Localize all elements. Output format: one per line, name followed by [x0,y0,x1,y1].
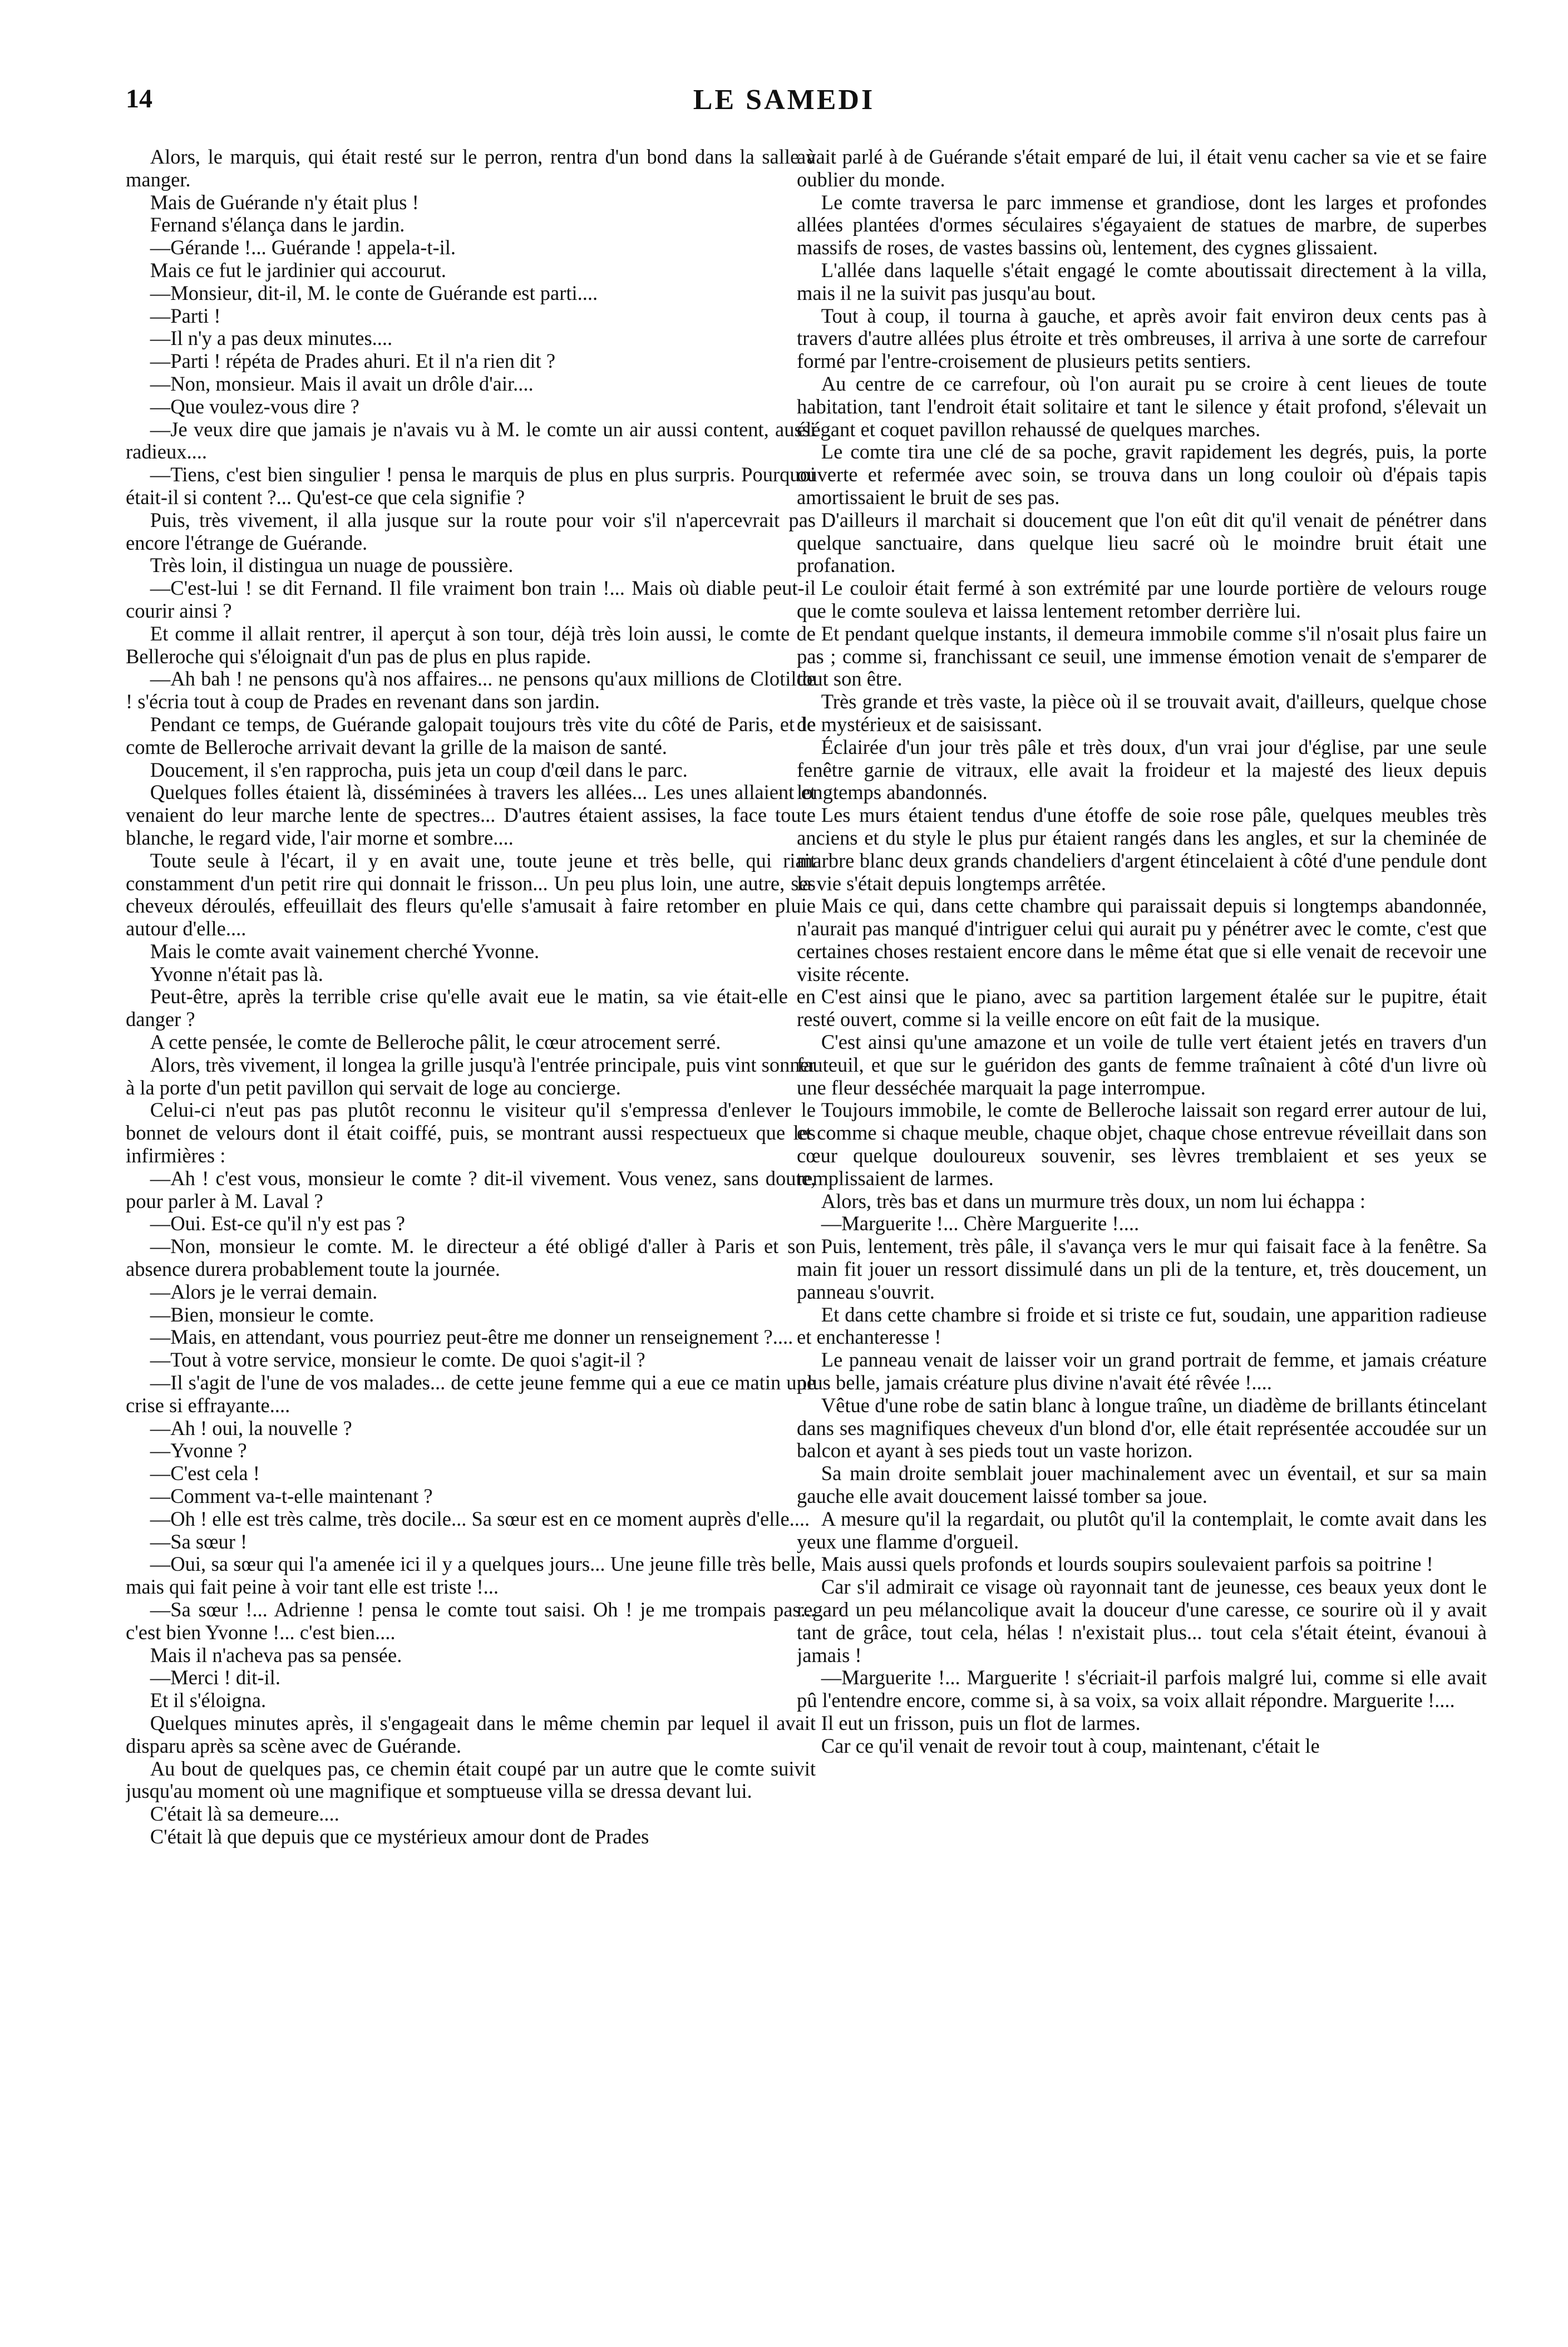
paragraph: Tout à coup, il tourna à gauche, et après avoir fait environ deux cents pas à travers d'autre allées plus étroite et très ombreuses, il arriva à une sorte de carrefour formé par l'entre-croisement de plusieurs petits sentiers. [797,304,1487,373]
paragraph: —C'est cela ! [150,1462,260,1485]
paragraph: —Mais, en attendant, vous pourriez peut-être me donner un renseignement ?.... [150,1325,793,1349]
paragraph: Et pendant quelque instants, il demeura immobile comme s'il n'osait plus faire un pas ; comme si, franchissant ce seuil, une immense émotion venait de s'emparer de tout son être. [797,622,1487,691]
paragraph: Pendant ce temps, de Guérande galopait toujours très vite du côté de Paris, et le comte de Belleroche arrivait devant la grille de la maison de santé. [126,712,816,758]
page-number: 14 [126,84,152,114]
paragraph: C'est ainsi qu'une amazone et un voile de tulle vert étaient jetés en travers d'un fauteuil, et que sur le guéridon des gants de femme traînaient à côté d'un livre où une fleur desséchée marquait la page interrompue. [797,1030,1487,1099]
paragraph: —Marguerite !... Chère Marguerite !.... [821,1212,1140,1235]
paragraph: —Marguerite !... Marguerite ! s'écriait-il parfois malgré lui, comme si elle avait pû l'entendre encore, comme si, à sa voix, sa voix allait répondre. Marguerite !.... [797,1666,1487,1712]
paragraph: —Parti ! répéta de Prades ahuri. Et il n'a rien dit ? [150,349,556,373]
paragraph: Le couloir était fermé à son extrémité par une lourde portière de velours rouge que le comte souleva et laissa lentement retomber derrière lui. [797,576,1487,622]
right-column [797,146,1487,2316]
paragraph: Très loin, il distingua un nuage de poussière. [150,554,514,577]
page-header [126,83,1442,128]
paragraph: —Ah ! oui, la nouvelle ? [150,1416,352,1439]
paragraph: Mais ce fut le jardinier qui accourut. [150,258,446,282]
paragraph: Et comme il allait rentrer, il aperçut à son tour, déjà très loin aussi, le comte de Belleroche qui s'éloignait d'un pas de plus en plus rapide. [126,622,816,668]
paragraph: Alors, le marquis, qui était resté sur le perron, rentra d'un bond dans la salle à manger. [126,146,816,191]
paragraph: Mais il n'acheva pas sa pensée. [150,1643,402,1666]
paragraph: —Gérande !... Guérande ! appela-t-il. [150,236,456,259]
paragraph: —Oh ! elle est très calme, très docile... Sa sœur est en ce moment auprès d'elle.... [150,1507,810,1530]
paragraph: Doucement, il s'en rapprocha, puis jeta un coup d'œil dans le parc. [150,758,688,781]
paragraph: —Oui, sa sœur qui l'a amenée ici il y a quelques jours... Une jeune fille très belle, mais qui fait peine à voir tant elle est triste !... [126,1552,816,1599]
paragraph: —Tout à votre service, monsieur le comte. De quoi s'agit-il ? [150,1348,645,1372]
paragraph: Éclairée d'un jour très pâle et très doux, d'un vrai jour d'église, par une seule fenêtre garnie de vitraux, elle avait la froideur et la majesté des lieux depuis longtemps abandonnés. [797,735,1487,804]
paragraph: Puis, très vivement, il alla jusque sur la route pour voir s'il n'apercevrait pas encore l'étrange de Guérande. [126,508,816,554]
paragraph: —Oui. Est-ce qu'il n'y est pas ? [150,1212,405,1235]
paragraph: Toujours immobile, le comte de Belleroche laissait son regard errer autour de lui, et comme si chaque meuble, chaque objet, chaque chose entrevue réveillait dans son cœur quelque douloureux souvenir, ses lèvres tremblaient et ses yeux se remplissaient de larmes. [797,1098,1487,1190]
paragraph: —Que voulez-vous dire ? [150,395,359,418]
left-column [126,146,816,2316]
paragraph: A mesure qu'il la regardait, ou plutôt qu'il la contemplait, le comte avait dans les yeux une flamme d'orgueil. [797,1507,1487,1553]
paragraph: Celui-ci n'eut pas pas plutôt reconnu le visiteur qu'il s'empressa d'enlever le bonnet de velours dont il était coiffé, puis, se montrant aussi respectueux que les infirmières : [126,1098,816,1167]
paragraph: —Sa sœur ! [150,1530,248,1553]
paragraph: A cette pensée, le comte de Belleroche pâlit, le cœur atrocement serré. [150,1030,721,1054]
paragraph: —Je veux dire que jamais je n'avais vu à M. le comte un air aussi content, aussi radieux.... [126,417,816,464]
paragraph: —Tiens, c'est bien singulier ! pensa le marquis de plus en plus surpris. Pourquoi était-il si content ?... Qu'est-ce que cela signifie ? [126,463,816,509]
paragraph: Fernand s'élança dans le jardin. [150,213,405,236]
paragraph: Peut-être, après la terrible crise qu'elle avait eue le matin, sa vie était-elle en danger ? [126,985,816,1031]
paragraph: Yvonne n'était pas là. [150,962,323,985]
paragraph: Mais de Guérande n'y était plus ! [150,190,419,214]
paragraph: avait parlé à de Guérande s'était emparé de lui, il était venu cacher sa vie et se faire oublier du monde. [797,146,1487,191]
paragraph: Puis, lentement, très pâle, il s'avança vers le mur qui faisait face à la fenêtre. Sa main fit jouer un ressort dissimulé dans un pli de la tenture, et, très doucement, un panneau s'ouvrit. [797,1235,1487,1303]
paragraph: —Non, monsieur. Mais il avait un drôle d'air.... [150,372,534,395]
paragraph: Au centre de ce carrefour, où l'on aurait pu se croire à cent lieues de toute habitation, tant l'endroit était solitaire et tant le silence y était profond, s'élevait un élégant et coquet pavillon rehaussé de quelques marches. [797,372,1487,441]
paragraph: Et il s'éloigna. [150,1689,267,1712]
paragraph: —C'est-lui ! se dit Fernand. Il file vraiment bon train !... Mais où diable peut-il courir ainsi ? [126,576,816,622]
paragraph: Mais le comte avait vainement cherché Yvonne. [150,939,540,963]
paragraph: Car ce qu'il venait de revoir tout à coup, maintenant, c'était le [821,1734,1320,1757]
paragraph: —Ah ! c'est vous, monsieur le comte ? dit-il vivement. Vous venez, sans doute, pour parler à M. Laval ? [126,1166,816,1212]
paragraph: Le panneau venait de laisser voir un grand portrait de femme, et jamais créature plus belle, jamais créature plus divine n'avait été rêvée !.... [797,1348,1487,1394]
paragraph: —Parti ! [150,304,221,327]
paragraph: Et dans cette chambre si froide et si triste ce fut, soudain, une apparition radieuse et enchanteresse ! [797,1303,1487,1349]
paragraph: —Ah bah ! ne pensons qu'à nos affaires... ne pensons qu'aux millions de Clotilde ! s'écria tout à coup de Prades en revenant dans son jardin. [126,667,816,713]
paragraph: Car s'il admirait ce visage où rayonnait tant de jeunesse, ces beaux yeux dont le regard un peu mélancolique avait la douceur d'une caresse, ce sourire où il y avait tant de grâce, tout cela, hélas ! n'existait plus... tout cela s'était éteint, évanoui à jamais ! [797,1575,1487,1666]
paragraph: —Non, monsieur le comte. M. le directeur a été obligé d'aller à Paris et son absence durera probablement toute la journée. [126,1235,816,1281]
paragraph: Alors, très vivement, il longea la grille jusqu'à l'entrée principale, puis vint sonner à la porte d'un petit pavillon qui servait de loge au concierge. [126,1053,816,1099]
paragraph: —Comment va-t-elle maintenant ? [150,1485,433,1508]
paragraph: Très grande et très vaste, la pièce où il se trouvait avait, d'ailleurs, quelque chose de mystérieux et de saisissant. [797,690,1487,736]
paragraph: Les murs étaient tendus d'une étoffe de soie rose pâle, quelques meubles très anciens et du style le plus pur étaient rangés dans les angles, et sur la cheminée de marbre blanc deux grands chandeliers d'argent étincelaient à côté d'une pendule dont la vie s'était depuis longtemps arrêtée. [797,803,1487,895]
paragraph: —Yvonne ? [150,1439,247,1462]
paragraph: D'ailleurs il marchait si doucement que l'on eût dit qu'il venait de pénétrer dans quelque sanctuaire, dans quelque lieu sacré où le moindre bruit était une profanation. [797,508,1487,577]
paragraph: —Il n'y a pas deux minutes.... [150,327,393,350]
paragraph: L'allée dans laquelle s'était engagé le comte aboutissait directement à la villa, mais il ne la suivit pas jusqu'au bout. [797,258,1487,304]
paragraph: Le comte traversa le parc immense et grandiose, dont les larges et profondes allées plantées d'ormes séculaires s'égayaient de statues de marbre, de superbes massifs de roses, de vastes bassins où, lentement, des cygnes glissaient. [797,190,1487,259]
paragraph: Toute seule à l'écart, il y en avait une, toute jeune et très belle, qui riait constamment d'un petit rire qui donnait le frisson... Un peu plus loin, une autre, ses cheveux déroulés, effeuillait des fleurs qu'elle s'amusait à faire retomber en pluie autour d'elle.... [126,849,816,940]
paragraph: C'était là que depuis que ce mystérieux amour dont de Prades [150,1825,649,1848]
paragraph: —Alors je le verrai demain. [150,1280,378,1303]
paragraph: Quelques minutes après, il s'engageait dans le même chemin par lequel il avait disparu après sa scène avec de Guérande. [126,1711,816,1757]
paragraph: Au bout de quelques pas, ce chemin était coupé par un autre que le comte suivit jusqu'au moment où une magnifique et somptueuse villa se dressa devant lui. [126,1757,816,1803]
paragraph: Il eut un frisson, puis un flot de larmes. [821,1711,1141,1734]
paragraph: Quelques folles étaient là, disséminées à travers les allées... Les unes allaient et venaient do leur marche lente de spectres... D'autres étaient assises, la face toute blanche, le regard vide, l'air morne et sombre.... [126,781,816,849]
paragraph: C'était là sa demeure.... [150,1802,339,1826]
paragraph: Vêtue d'une robe de satin blanc à longue traîne, un diadème de brillants étincelant dans ses magnifiques cheveux d'un blond d'or, elle était représentée accoudée sur un balcon et ayant à ses pieds tout un vaste horizon. [797,1393,1487,1462]
paragraph: Le comte tira une clé de sa poche, gravit rapidement les degrés, puis, la porte ouverte et refermée avec soin, se trouva dans un long couloir où d'épais tapis amortissaient le bruit de ses pas. [797,440,1487,509]
paragraph: —Il s'agit de l'une de vos malades... de cette jeune femme qui a eue ce matin une crise si effrayante.... [126,1371,816,1417]
paragraph: —Bien, monsieur le comte. [150,1303,374,1326]
paragraph: Sa main droite semblait jouer machinalement avec un éventail, et sur sa main gauche elle avait doucement laissé tomber sa joue. [797,1462,1487,1508]
paragraph: Mais aussi quels profonds et lourds soupirs soulevaient parfois sa poitrine ! [821,1552,1433,1576]
journal-title: LE SAMEDI [693,84,875,116]
paragraph: —Sa sœur !... Adrienne ! pensa le comte tout saisi. Oh ! je me trompais pas... c'est bien Yvonne !... c'est bien.... [126,1598,816,1644]
paragraph: —Monsieur, dit-il, M. le conte de Guérande est parti.... [150,281,598,304]
paragraph: C'est ainsi que le piano, avec sa partition largement étalée sur le pupitre, était resté ouvert, comme si la veille encore on eût fait de la musique. [797,985,1487,1031]
paragraph: Alors, très bas et dans un murmure très doux, un nom lui échappa : [821,1189,1365,1212]
paragraph: —Merci ! dit-il. [150,1666,280,1689]
paragraph: Mais ce qui, dans cette chambre qui paraissait depuis si longtemps abandonnée, n'aurait pas manqué d'intriguer celui qui aurait pu y pénétrer avec le comte, c'est que certaines choses restaient encore dans le même état que si elle venait de recevoir une visite récente. [797,894,1487,985]
